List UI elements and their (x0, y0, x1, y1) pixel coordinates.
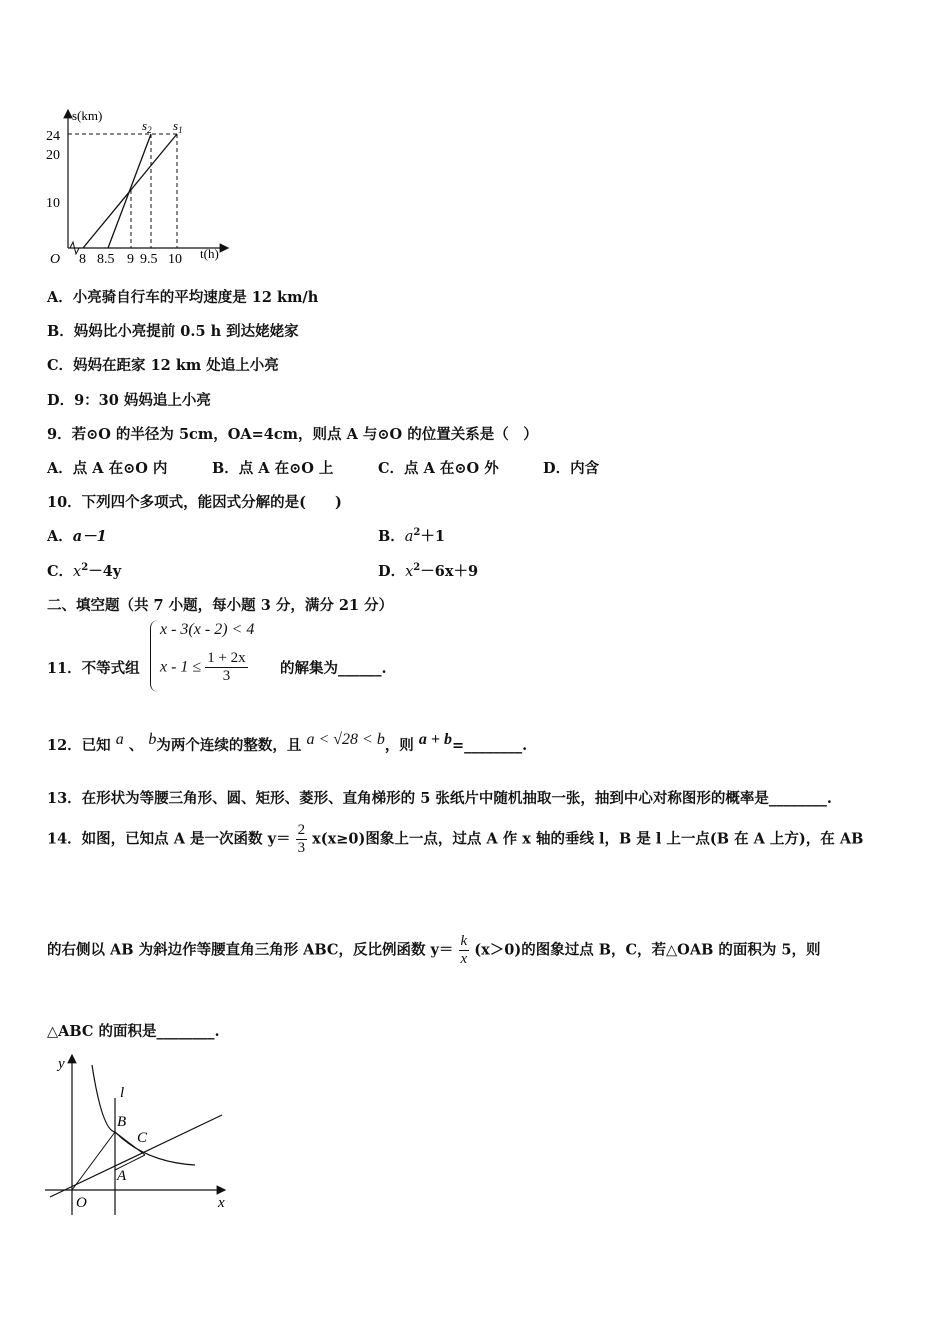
segment-ob (72, 1132, 115, 1190)
point-b-label: B (117, 1114, 127, 1130)
coordinate-figure (40, 1050, 240, 1220)
y-axis-label: s(km) (72, 108, 103, 123)
point-c-label: C (137, 1130, 148, 1146)
distance-time-graph (40, 100, 250, 270)
q10-c-label: C． (47, 563, 74, 580)
q14-frac2 (459, 933, 470, 968)
q14-line2-suffix: (x＞0)的图象过点 B，C，若△OAB 的面积为 5，则 (474, 941, 821, 959)
section2-title: 二、填空题（共 7 小题，每小题 3 分，满分 21 分） (47, 597, 394, 614)
x-tick-8-5: 8.5 (97, 252, 115, 267)
x-label: x (218, 1195, 225, 1211)
q10-d-label: D． (378, 563, 406, 580)
q14-line3: △ABC 的面积是________. (47, 1023, 220, 1040)
y-tick-20: 20 (46, 148, 60, 163)
q10-b-base: a (404, 529, 414, 545)
q8-option-b[interactable]: B．妈妈比小亮提前 0.5 h 到达姥姥家 (47, 323, 299, 340)
q13-text: 13．在形状为等腰三角形、圆、矩形、菱形、直角梯形的 5 张纸片中随机抽取一张，抽到中心对称图形的概率是________. (47, 790, 832, 807)
q9-option-b[interactable]: B．点 A 在⊙O 上 (212, 460, 334, 477)
origin-label: O (50, 252, 61, 267)
q8-option-c[interactable]: C．妈妈在距家 12 km 处追上小亮 (47, 357, 279, 374)
q12-sum: a + b (418, 731, 452, 748)
q8-option-d[interactable]: D．9：30 妈妈追上小亮 (47, 392, 211, 409)
line-s2 (108, 134, 151, 248)
q12-var-b: b (148, 731, 157, 748)
q10-b-rest: ＋1 (420, 528, 445, 545)
q14-frac1 (296, 822, 308, 857)
q11-frac-den: 3 (205, 667, 247, 685)
q11-prefix: 11．不等式组 (47, 660, 140, 677)
x-tick-9: 9 (127, 252, 134, 267)
q10-stem: 10．下列四个多项式，能因式分解的是( ) (47, 494, 342, 511)
hyperbola (92, 1065, 195, 1165)
q10-d-base: x (405, 564, 414, 580)
q10-c-base: x (73, 564, 82, 580)
q10-b-exp: 2 (413, 527, 421, 539)
line-l-label: l (120, 1085, 125, 1101)
q11-ineq2 (160, 650, 248, 685)
x-tick-8: 8 (79, 252, 86, 267)
q10-option-c[interactable] (47, 560, 121, 581)
q11-ineq2-frac (205, 650, 247, 685)
q12 (47, 731, 528, 755)
q9-option-c[interactable]: C．点 A 在⊙O 外 (378, 460, 499, 477)
q10-c-rest: －4y (88, 563, 122, 580)
q12-prefix: 12．已知 (47, 737, 111, 754)
q12-var-a: a (115, 731, 124, 748)
q14-line1 (47, 822, 863, 857)
point-a-label: A (117, 1168, 127, 1184)
q11-suffix: 的解集为______. (280, 660, 387, 677)
q14-frac2-num: k (460, 933, 468, 949)
q14-frac2-den: x (460, 951, 468, 967)
q12-sep: 、 (128, 737, 144, 754)
q9-option-d[interactable]: D．内含 (543, 460, 600, 477)
q10-a-label: A． (47, 528, 73, 545)
q11-ineq1: x - 3(x - 2) < 4 (160, 621, 255, 638)
label-s1: $s_1$ (173, 118, 183, 135)
q14-line2-prefix: 的右侧以 AB 为斜边作等腰直角三角形 ABC，反比例函数 y＝ (47, 941, 454, 959)
origin-label: O (76, 1195, 87, 1211)
q12-suffix: =________. (452, 737, 528, 754)
q9-option-a[interactable]: A．点 A 在⊙O 内 (47, 460, 168, 477)
q9-stem: 9．若⊙O 的半径为 5cm，OA=4cm，则点 A 与⊙O 的位置关系是（ ） (47, 426, 538, 443)
q10-a-expr: a－1 (72, 528, 107, 545)
q12-ineq: a < √28 < b (306, 731, 385, 748)
q10-option-d[interactable] (378, 560, 478, 581)
x-tick-9-5: 9.5 (140, 252, 158, 267)
q11-frac-num: 1 + 2x (207, 650, 246, 666)
q14-line1-prefix: 14．如图，已知点 A 是一次函数 y＝ (47, 830, 291, 848)
q14-line2 (47, 933, 821, 968)
y-tick-24: 24 (46, 129, 60, 144)
x-tick-10: 10 (168, 252, 182, 267)
q14-frac1-num: 2 (297, 822, 306, 838)
q10-b-label: B． (378, 528, 405, 545)
q12-then: ，则 (384, 737, 414, 754)
q14-frac1-den: 3 (297, 840, 306, 856)
q12-mid: 为两个连续的整数，且 (156, 737, 302, 754)
x-axis-label: t(h) (200, 246, 219, 261)
q8-option-a[interactable]: A．小亮骑自行车的平均速度是 12 km/h (47, 289, 319, 306)
q10-option-b[interactable] (378, 525, 445, 546)
label-s2: $s_2$ (142, 118, 152, 135)
q11-ineq2-left: x - 1 ≤ (160, 658, 202, 676)
q10-option-a[interactable] (47, 525, 107, 546)
q14-line1-suffix: x(x≥0)图象上一点，过点 A 作 x 轴的垂线 l，B 是 l 上一点(B 在 A 上方)，在 AB (312, 830, 864, 848)
y-label: y (58, 1056, 65, 1072)
q10-d-rest: －6x＋9 (420, 563, 479, 580)
y-tick-10: 10 (46, 196, 60, 211)
q10-d-exp: 2 (413, 562, 421, 574)
q10-c-exp: 2 (81, 562, 89, 574)
